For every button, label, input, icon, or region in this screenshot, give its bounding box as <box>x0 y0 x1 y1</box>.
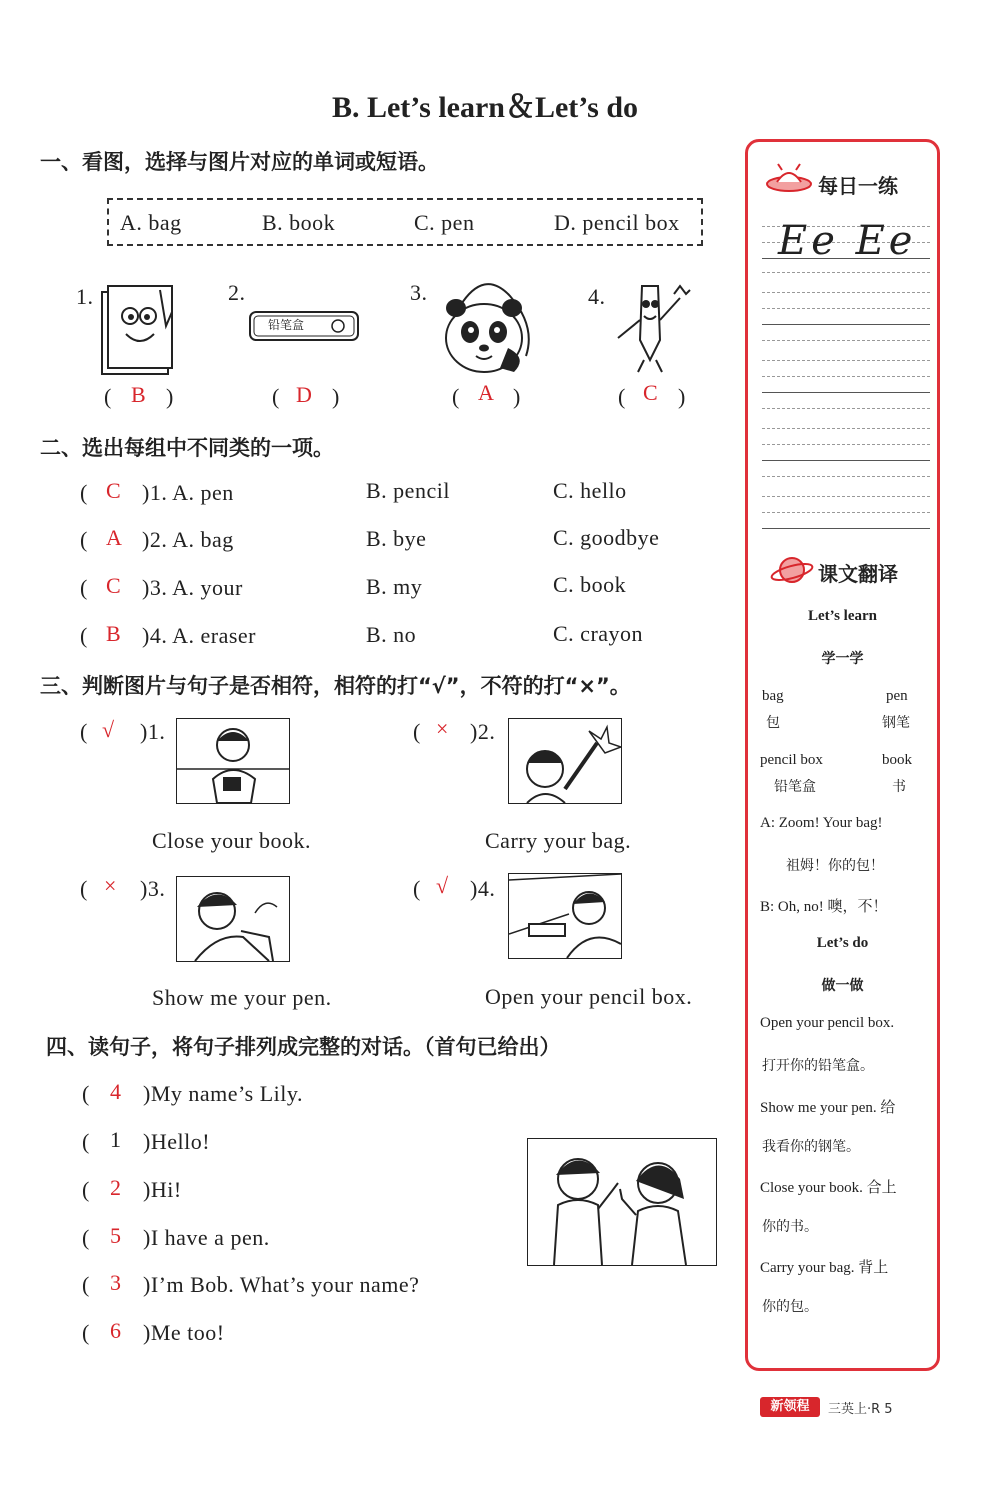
item2-num: 2. <box>228 280 246 305</box>
s2-row3-answer: C <box>106 573 121 598</box>
picture-carry-bag <box>508 718 622 804</box>
s2-row4-answer: B <box>106 621 121 646</box>
translation-title: 课文翻译 <box>818 562 898 586</box>
item3-answer: A <box>478 380 494 405</box>
panda-bag-picture <box>430 276 538 378</box>
page-title: B. Let’s learn＆Let’s do <box>331 91 639 124</box>
vocab-pencilbox-cn: 铅笔盒 <box>774 779 816 795</box>
lets-learn-heading: Let’s learn <box>807 608 877 624</box>
do-line-5: Close your book. 合上 <box>760 1180 897 1196</box>
section4-heading: 四、读句子，将句子排列成完整的对话。（首句已给出） <box>46 1035 561 1059</box>
vocab-bag-cn: 包 <box>766 715 780 731</box>
dialog-line-1: A: Zoom! Your bag! <box>760 815 883 831</box>
s4-row4-text: )I have a pen. <box>143 1225 270 1250</box>
item3-num: 3. <box>410 280 428 305</box>
do-line-4: 我看你的钢笔。 <box>762 1139 860 1155</box>
vocab-book-en: book <box>882 752 912 768</box>
do-line-3: Show me your pen. 给 <box>760 1100 896 1116</box>
s2-row1-a: )1. A. pen <box>142 480 234 505</box>
s2-row2-a: )2. A. bag <box>142 527 234 552</box>
s4-row1-answer: 4 <box>110 1079 121 1104</box>
vocab-pen-cn: 钢笔 <box>882 715 910 731</box>
brand-badge: 新领程 <box>760 1397 820 1417</box>
s2-row2-answer: A <box>106 525 122 550</box>
do-line-7: Carry your bag. 背上 <box>760 1260 889 1276</box>
s3-item2-answer: × <box>436 716 449 741</box>
s3-item4-num: )4. <box>470 876 496 901</box>
s4-row3-answer: 2 <box>110 1175 121 1200</box>
picture-open-pencil-box <box>508 873 622 959</box>
s4-row6-answer: 6 <box>110 1318 121 1343</box>
s2-row2-b: B. bye <box>366 526 427 551</box>
s4-row2-answer: 1 <box>110 1127 121 1152</box>
item1-paren: ( <box>104 384 112 409</box>
s2-row1-b: B. pencil <box>366 478 450 503</box>
s3-item4-sentence: Open your pencil box. <box>485 984 693 1009</box>
lets-do-heading: Let’s do <box>816 935 869 951</box>
item4-answer: C <box>643 380 658 405</box>
s2-row3-c: C. book <box>553 572 627 597</box>
daily-practice-title: 每日一练 <box>818 174 898 198</box>
planet-icon <box>770 552 814 588</box>
dialog-line-2: 祖姆！你的包！ <box>786 858 884 874</box>
page-number: 三英上·R 5 <box>828 1402 893 1417</box>
option-c: C. pen <box>414 210 475 235</box>
section3-heading: 三、判断图片与句子是否相符，相符的打“√”，不符的打“×”。 <box>40 674 631 698</box>
s2-row4-b: B. no <box>366 622 417 647</box>
s4-row6-text: )Me too! <box>143 1320 225 1345</box>
s4-row2-text: )Hello! <box>143 1129 211 1154</box>
do-line-8: 你的包。 <box>762 1299 818 1315</box>
option-d: D. pencil box <box>554 210 680 235</box>
do-line-1: Open your pencil box. <box>760 1015 895 1031</box>
do-line-6: 你的书。 <box>762 1219 818 1235</box>
vocab-pen-en: pen <box>886 688 908 704</box>
s3-item3-num: )3. <box>140 876 166 901</box>
do-cn-heading: 做一做 <box>821 978 864 994</box>
dialog-line-3: B: Oh, no! 噢，不！ <box>760 899 888 915</box>
picture-close-book <box>176 718 290 804</box>
picture-dialogue-kids <box>527 1138 717 1266</box>
vocab-bag-en: bag <box>762 688 784 704</box>
s2-row2-c: C. goodbye <box>553 525 660 550</box>
option-b: B. book <box>262 210 336 235</box>
s3-item3-sentence: Show me your pen. <box>152 985 332 1010</box>
option-a: A. bag <box>120 210 182 235</box>
learn-cn-heading: 学一学 <box>821 651 864 667</box>
do-line-2: 打开你的铅笔盒。 <box>762 1058 874 1074</box>
s2-row1-c: C. hello <box>553 478 627 503</box>
s3-item1-answer: √ <box>102 717 115 742</box>
s2-row3-a: )3. A. your <box>142 575 243 600</box>
item1-answer: B <box>131 382 146 407</box>
s3-item2-sentence: Carry your bag. <box>485 828 632 853</box>
s4-row5-answer: 3 <box>110 1270 121 1295</box>
ufo-icon <box>764 162 814 196</box>
s3-item1-sentence: Close your book. <box>152 828 311 853</box>
item1-num: 1. <box>76 284 94 309</box>
s2-row1-answer: C <box>106 478 121 503</box>
pencil-box-label: 铅笔盒 <box>268 318 305 332</box>
vocab-book-cn: 书 <box>892 779 906 795</box>
s4-row3-text: )Hi! <box>143 1177 182 1202</box>
letter-practice: Ee Ee <box>778 218 917 264</box>
pen-picture <box>608 280 694 376</box>
item4-num: 4. <box>588 284 606 309</box>
s2-row4-a: )4. A. eraser <box>142 623 257 648</box>
s3-item2-num: )2. <box>470 719 496 744</box>
s4-row4-answer: 5 <box>110 1223 121 1248</box>
s3-item1-num: )1. <box>140 719 166 744</box>
section2-heading: 二、选出每组中不同类的一项。 <box>40 436 334 460</box>
book-picture <box>98 282 176 378</box>
picture-show-pen <box>176 876 290 962</box>
s2-row4-c: C. crayon <box>553 621 644 646</box>
vocab-pencilbox-en: pencil box <box>760 752 823 768</box>
s3-item3-answer: × <box>104 873 117 898</box>
s4-row1-text: )My name’s Lily. <box>143 1081 303 1106</box>
s4-row5-text: )I’m Bob. What’s your name? <box>143 1272 420 1297</box>
section1-heading: 一、看图，选择与图片对应的单词或短语。 <box>40 150 439 174</box>
s3-item4-answer: √ <box>436 873 449 898</box>
item2-answer: D <box>296 382 312 407</box>
s2-row3-b: B. my <box>366 574 423 599</box>
